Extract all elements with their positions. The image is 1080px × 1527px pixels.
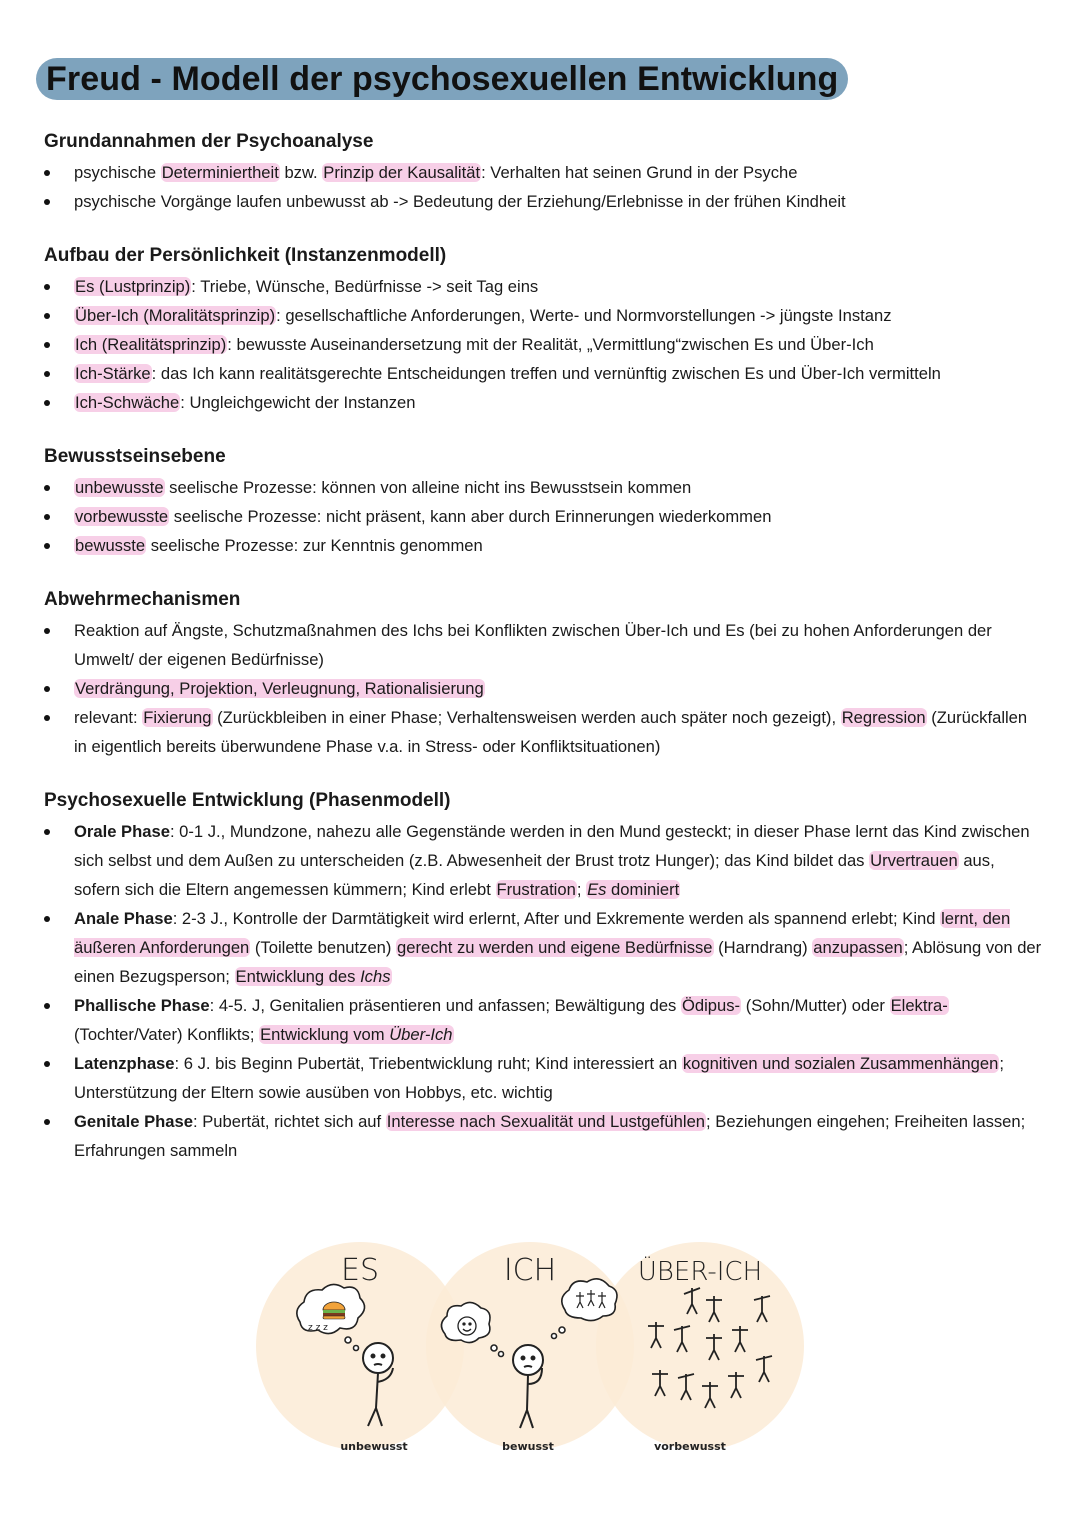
list-item: Ich-Stärke: das Ich kann realitätsgerechte Entscheidungen treffen und vernünftig zwischen Es und Über-Ich vermitteln [44, 359, 1044, 388]
list-aufbau [44, 272, 1044, 417]
list-item: Ich (Realitätsprinzip): bewusste Auseinandersetzung mit der Realität, „Vermittlung“zwischen Es und Über-Ich [44, 330, 1044, 359]
heading-aufbau: Aufbau der Persönlichkeit (Instanzenmodell) [44, 245, 447, 266]
smiley-icon [458, 1317, 476, 1335]
list-item: psychische Vorgänge laufen unbewusst ab -> Bedeutung der Erziehung/Erlebnisse in der frühen Kindheit [44, 187, 1044, 216]
instanzen-diagram [250, 1230, 820, 1470]
list-item: Ich-Schwäche: Ungleichgewicht der Instanzen [44, 388, 1044, 417]
list-item: Genitale Phase: Pubertät, richtet sich auf Interesse nach Sexualität und Lustgefühlen; Beziehungen eingehen; Freiheiten lassen; Erfahrungen sammeln [44, 1107, 1044, 1165]
list-item: vorbewusste seelische Prozesse: nicht präsent, kann aber durch Erinnerungen wiederkommen [44, 502, 1044, 531]
list-bewusstsein [44, 473, 1044, 560]
burger-icon [323, 1302, 345, 1319]
list-item: Anale Phase: 2-3 J., Kontrolle der Darmtätigkeit wird erlernt, After und Exkremente werden als spannend erlebt; Kind lernt, den äußeren Anforderungen (Toilette benutzen) gerecht zu werden und eigene Bedürfnisse (Harndrang) anzupassen; Ablösung von der einen Bezugsperson; Entwicklung des Ichs [44, 904, 1044, 991]
list-item: relevant: Fixierung (Zurückbleiben in einer Phase; Verhaltensweisen werden auch später noch gezeigt), Regression (Zurückfallen in eigentlich bereits überwundene Phase v.a. in Stress- oder Konfliktsituationen) [44, 703, 1044, 761]
list-item: bewusste seelische Prozesse: zur Kenntnis genommen [44, 531, 1044, 560]
list-item: unbewusste seelische Prozesse: können von alleine nicht ins Bewusstsein kommen [44, 473, 1044, 502]
heading-grundannahmen: Grundannahmen der Psychoanalyse [44, 131, 374, 152]
list-item: Phallische Phase: 4-5. J, Genitalien präsentieren und anfassen; Bewältigung des Ödipus- (Sohn/Mutter) oder Elektra- (Tochter/Vater) Konflikts; Entwicklung vom Über-Ich [44, 991, 1044, 1049]
list-phasen [44, 817, 1044, 1165]
list-item: Latenzphase: 6 J. bis Beginn Pubertät, Triebentwicklung ruht; Kind interessiert an kognitiven und sozialen Zusammenhängen; Unterstützung der Eltern sowie ausüben von Hobbys, etc. wichtig [44, 1049, 1044, 1107]
list-item: Verdrängung, Projektion, Verleugnung, Rationalisierung [44, 674, 1044, 703]
ueber-ich-title: ÜBER-ICH [637, 1257, 763, 1287]
heading-bewusstsein: Bewusstseinsebene [44, 446, 226, 467]
list-item: Über-Ich (Moralitätsprinzip): gesellschaftliche Anforderungen, Werte- und Normvorstellungen -> jüngste Instanz [44, 301, 1044, 330]
es-caption: unbewusst [340, 1440, 408, 1453]
list-item: Reaktion auf Ängste, Schutzmaßnahmen des Ichs bei Konflikten zwischen Über-Ich und Es (bei zu hohen Anforderungen der Umwelt/ der eigenen Bedürfnisse) [44, 616, 1044, 674]
notes-content [44, 126, 1044, 1189]
heading-phasen: Psychosexuelle Entwicklung (Phasenmodell) [44, 790, 451, 811]
list-item: Orale Phase: 0-1 J., Mundzone, nahezu alle Gegenstände werden in den Mund gesteckt; in dieser Phase lernt das Kind zwischen sich selbst und dem Außen zu unterscheiden (z.B. Abwesenheit der Brust trotz Hunger); das Kind bildet das Urvertrauen aus, sofern sich die Eltern angemessen kümmern; Kind erlebt Frustration; Es dominiert [44, 817, 1044, 904]
heading-abwehr: Abwehrmechanismen [44, 589, 241, 610]
zzz-text: z z z [308, 1323, 328, 1333]
list-grundannahmen [44, 158, 1044, 216]
ueber-ich-caption: vorbewusst [654, 1440, 726, 1453]
list-item: Es (Lustprinzip): Triebe, Wünsche, Bedürfnisse -> seit Tag eins [44, 272, 1044, 301]
list-abwehr [44, 616, 1044, 761]
ich-title: ICH [503, 1253, 557, 1288]
list-item: psychische Determiniertheit bzw. Prinzip der Kausalität: Verhalten hat seinen Grund in der Psyche [44, 158, 1044, 187]
page-title: Freud - Modell der psychosexuellen Entwicklung [36, 58, 848, 100]
ich-caption: bewusst [502, 1440, 554, 1453]
es-title: ES [341, 1253, 379, 1288]
